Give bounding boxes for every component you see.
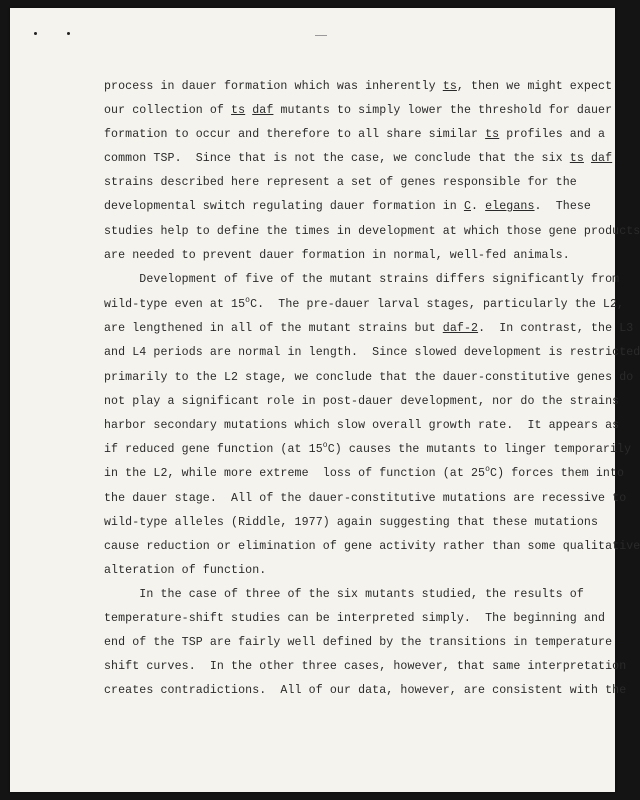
text-run: process in dauer formation which was inherently	[104, 80, 443, 93]
text-run: our collection of	[104, 104, 232, 117]
text-line	[104, 152, 612, 166]
text-run: cause reduction or elimination of gene activity rather than some qualitative	[104, 540, 640, 553]
text-run: studies help to define the times in development at which those gene products	[104, 225, 640, 238]
text-line	[104, 104, 612, 118]
text-run: C) causes the mutants to linger temporarily	[327, 443, 632, 456]
text-run: In the case of three of the six mutants studied, the results of	[104, 588, 584, 601]
underlined-term: ts	[485, 128, 500, 141]
text-line	[104, 660, 626, 674]
document-page	[10, 8, 640, 792]
text-run: are needed to prevent dauer formation in normal, well-fed animals.	[104, 249, 570, 262]
text-run: if reduced gene function (at 15	[104, 443, 323, 456]
text-run: . In contrast, the L3	[478, 322, 634, 335]
text-line	[104, 371, 633, 385]
text-run: Development of five of the mutant strains differs significantly from	[104, 273, 620, 286]
text-run: not play a significant role in post-dauer development, nor do the strains	[104, 395, 620, 408]
text-run: temperature-shift studies can be interpreted simply. The beginning and	[104, 612, 606, 625]
text-run: . These	[534, 200, 591, 213]
text-line	[104, 492, 626, 506]
text-run: the dauer stage. All of the dauer-constitutive mutations are recessive to	[104, 492, 627, 505]
text-line	[104, 516, 598, 530]
text-run: creates contradictions. All of our data, however, are consistent with the	[104, 684, 627, 697]
text-run: C. The pre-dauer larval stages, particularly the L2,	[250, 298, 625, 311]
underlined-term: daf	[590, 152, 613, 165]
text-line	[104, 80, 612, 94]
text-line	[104, 322, 633, 336]
underlined-term: daf	[252, 104, 274, 117]
text-run: C) forces them into	[490, 467, 625, 480]
punch-mark	[67, 32, 70, 35]
punch-mark	[34, 32, 37, 35]
text-run: alteration of function.	[104, 564, 267, 577]
text-run: shift curves. In the other three cases, however, that same interpretation	[104, 660, 627, 673]
text-run: common TSP. Since that is not the case, we conclude that the six	[104, 152, 570, 165]
text-run	[584, 152, 591, 165]
underlined-term: ts	[569, 152, 584, 165]
text-line	[104, 249, 570, 263]
text-run: end of the TSP are fairly well defined by the transitions in temperature	[104, 636, 613, 649]
text-line	[104, 540, 640, 554]
text-run: and L4 periods are normal in length. Since slowed development is restricted	[104, 346, 640, 359]
text-run: developmental switch regulating dauer formation in	[104, 200, 464, 213]
text-run: in the L2, while more extreme loss of function (at 25	[104, 467, 486, 480]
text-line	[104, 273, 619, 287]
text-line	[104, 588, 584, 602]
text-run: profiles and a	[499, 128, 606, 141]
degree-superscript: o	[485, 465, 491, 474]
text-line	[104, 467, 624, 481]
text-line	[104, 200, 591, 214]
text-line	[104, 395, 619, 409]
text-run: wild-type even at 15	[104, 298, 246, 311]
text-line	[104, 684, 626, 698]
text-run: formation to occur and therefore to all share similar	[104, 128, 486, 141]
text-line	[104, 443, 631, 457]
text-run: strains described here represent a set of genes responsible for the	[104, 176, 577, 189]
degree-superscript: o	[322, 441, 328, 450]
text-run: are lengthened in all of the mutant strains but	[104, 322, 443, 335]
text-line	[104, 346, 640, 360]
text-line	[104, 564, 266, 578]
text-run: harbor secondary mutations which slow overall growth rate. It appears as	[104, 419, 620, 432]
text-line	[104, 612, 605, 626]
text-line	[104, 176, 577, 190]
text-line	[104, 298, 624, 312]
underlined-term: elegans	[485, 200, 535, 213]
text-line	[104, 128, 605, 142]
text-run: wild-type alleles (Riddle, 1977) again suggesting that these mutations	[104, 516, 599, 529]
underlined-term: C	[463, 200, 471, 213]
underlined-term: ts	[231, 104, 246, 117]
text-line	[104, 636, 612, 650]
text-run: .	[471, 200, 486, 213]
text-run: , then we might expect	[456, 80, 613, 93]
text-line	[104, 419, 619, 433]
degree-superscript: o	[245, 296, 251, 305]
text-run: primarily to the L2 stage, we conclude that the dauer-constitutive genes do	[104, 371, 634, 384]
underlined-term: ts	[442, 80, 457, 93]
text-run: mutants to simply lower the threshold for dauer	[273, 104, 613, 117]
text-line	[104, 225, 640, 239]
underlined-term: daf-2	[442, 322, 479, 335]
page-mark	[315, 35, 327, 36]
